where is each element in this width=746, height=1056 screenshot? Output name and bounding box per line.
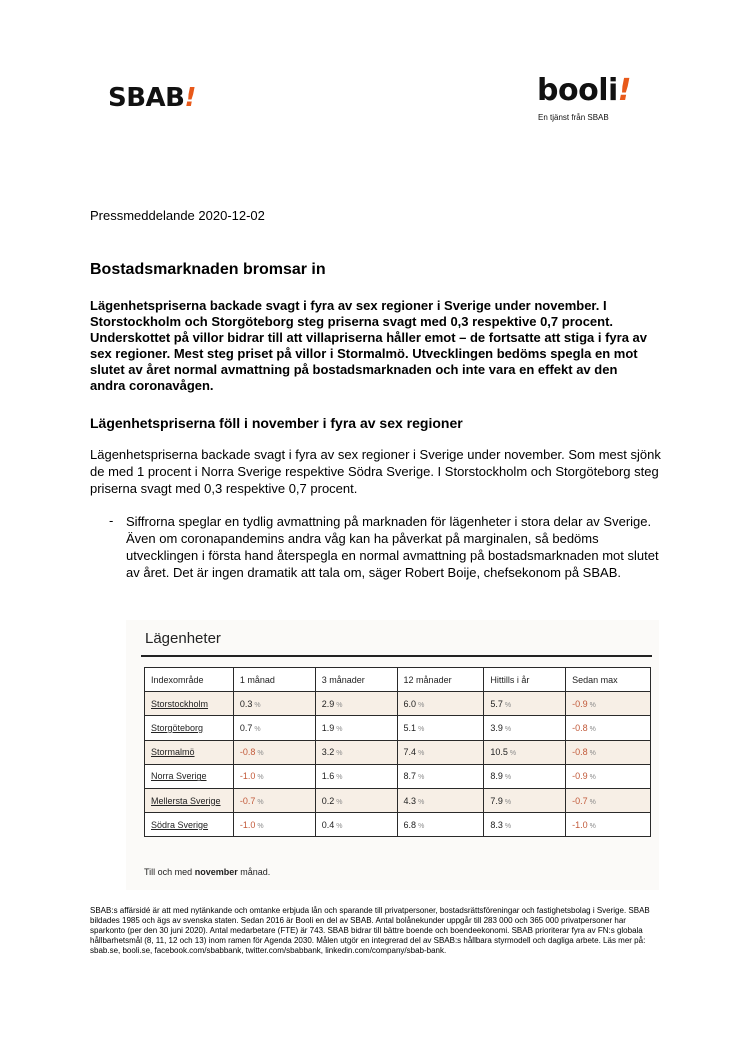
table-note xyxy=(144,867,270,877)
value-number: 7.9 xyxy=(490,795,503,806)
headline: Bostadsmarknaden bromsar in xyxy=(90,261,326,278)
header-cell: 1 månad xyxy=(233,668,315,692)
percent-sign: % xyxy=(509,750,517,758)
table-row xyxy=(145,764,651,788)
booli-logo xyxy=(537,73,631,108)
percent-sign: % xyxy=(418,822,425,830)
percent-sign: % xyxy=(336,774,343,782)
value-number: 1.9 xyxy=(321,722,335,733)
percent-sign: % xyxy=(418,750,425,758)
value-cell xyxy=(315,764,397,788)
value-number: 10.5 xyxy=(490,747,508,758)
booli-logo-mark: ! xyxy=(617,73,631,108)
quote-dash: - xyxy=(109,513,114,528)
header-cell: Hittills i år xyxy=(484,668,566,692)
value-number: 3.2 xyxy=(321,747,335,758)
value-number: 0.2 xyxy=(321,795,335,806)
table-row xyxy=(145,692,651,716)
quote: Siffrorna speglar en tydlig avmattning på marknaden för lägenheter i stora delar av Sverige. Även om coronapandemins andra våg kan ha påverkat på marginalen, så bedöms utvecklingen i första hand återspegla en normal avmattning på bostadsmarknaden mot slutet av året. Det är ingen dramatik att tala om, säger Robert Boije, chefsekonom på SBAB. xyxy=(126,514,659,580)
value-number: -1.0 xyxy=(239,771,256,782)
percent-sign: % xyxy=(336,725,343,733)
value-cell xyxy=(484,764,566,788)
value-number: -0.8 xyxy=(572,747,588,758)
value-number: 2.9 xyxy=(321,698,335,709)
sbab-logo-mark: ! xyxy=(184,83,196,113)
value-cell xyxy=(233,716,315,740)
table-row xyxy=(145,813,651,837)
value-cell xyxy=(233,788,315,812)
region-link[interactable]: Stormalmö xyxy=(151,747,195,758)
value-cell xyxy=(566,813,651,837)
value-cell xyxy=(315,740,397,764)
region-link[interactable]: Södra Sverige xyxy=(151,819,209,830)
percent-sign: % xyxy=(257,774,264,782)
header-cell: Sedan max xyxy=(566,668,651,692)
value-number: 5.7 xyxy=(490,698,503,709)
title-divider xyxy=(141,655,652,657)
percent-sign: % xyxy=(336,750,343,758)
body-paragraph: Lägenhetspriserna backade svagt i fyra av sex regioner i Sverige under november. Som mest sjönk de med 1 procent i Norra Sverige respektive Södra Sverige. I Storstockholm och Storgöteborg steg priserna svagt med 0,3 respektive 0,7 procent. xyxy=(90,447,661,496)
percent-sign: % xyxy=(257,798,264,806)
value-number: 4.3 xyxy=(403,795,417,806)
percent-sign: % xyxy=(336,701,343,709)
percent-sign: % xyxy=(589,798,596,806)
value-cell xyxy=(397,716,484,740)
region-cell[interactable] xyxy=(145,813,234,837)
value-cell xyxy=(397,813,484,837)
value-cell xyxy=(233,740,315,764)
table-header-row xyxy=(145,668,651,692)
percent-sign: % xyxy=(504,798,512,806)
value-cell xyxy=(566,692,651,716)
value-cell xyxy=(484,813,566,837)
percent-sign: % xyxy=(504,725,512,733)
value-cell xyxy=(484,788,566,812)
region-cell[interactable] xyxy=(145,716,234,740)
header-cell: 12 månader xyxy=(397,668,484,692)
price-table xyxy=(144,667,651,837)
percent-sign: % xyxy=(589,774,596,782)
value-number: -0.8 xyxy=(239,747,256,758)
note-suffix: månad. xyxy=(240,867,271,877)
value-number: 0.4 xyxy=(321,819,335,830)
note-prefix: Till och med xyxy=(144,867,193,877)
value-cell xyxy=(484,716,566,740)
percent-sign: % xyxy=(336,798,343,806)
region-link[interactable]: Mellersta Sverige xyxy=(151,795,221,806)
percent-sign: % xyxy=(418,725,425,733)
table-row xyxy=(145,716,651,740)
percent-sign: % xyxy=(504,701,512,709)
percent-sign: % xyxy=(589,701,596,709)
header-cell: Indexområde xyxy=(145,668,234,692)
percent-sign: % xyxy=(504,822,512,830)
value-number: 1.6 xyxy=(321,771,335,782)
press-release-date: Pressmeddelande 2020-12-02 xyxy=(90,208,265,223)
value-cell xyxy=(315,692,397,716)
header-cell: 3 månader xyxy=(315,668,397,692)
region-link[interactable]: Storstockholm xyxy=(151,698,209,709)
percent-sign: % xyxy=(589,750,596,758)
percent-sign: % xyxy=(254,725,261,733)
percent-sign: % xyxy=(257,822,264,830)
region-cell[interactable] xyxy=(145,764,234,788)
value-cell xyxy=(397,740,484,764)
value-cell xyxy=(315,788,397,812)
value-cell xyxy=(315,716,397,740)
sbab-logo-text: SBAB xyxy=(108,83,185,113)
percent-sign: % xyxy=(418,774,425,782)
value-number: 7.4 xyxy=(403,747,417,758)
value-cell xyxy=(315,813,397,837)
booli-tagline: En tjänst från SBAB xyxy=(538,113,609,122)
percent-sign: % xyxy=(589,725,596,733)
value-cell xyxy=(397,788,484,812)
percent-sign: % xyxy=(418,798,425,806)
table-row xyxy=(145,740,651,764)
ingress: Lägenhetspriserna backade svagt i fyra av sex regioner i Sverige under november. I Storstockholm och Storgöteborg steg priserna svagt med 0,3 respektive 0,7 procent. Underskottet på villor bidrar till att villapriserna håller emot – de fortsatte att stiga i fyra av sex regioner. Mest steg priset på villor i Stormalmö. Utvecklingen bedöms spegla en mot slutet av året normal avmattning på bostadsmarknaden och inte vara en effekt av den andra coronavågen. xyxy=(90,298,647,393)
value-number: 0.3 xyxy=(239,698,253,709)
percent-sign: % xyxy=(418,701,425,709)
value-number: -0.7 xyxy=(239,795,256,806)
percent-sign: % xyxy=(589,822,596,830)
value-cell xyxy=(484,692,566,716)
subheading: Lägenhetspriserna föll i november i fyra av sex regioner xyxy=(90,415,463,431)
value-cell xyxy=(397,692,484,716)
footer-boilerplate: SBAB:s affärsidé är att med nytänkande och omtanke erbjuda lån och sparande till privatpersoner, bostadsrättsföreningar och fastighetsbolag i Sverige. SBAB bildades 1985 och ägs av svenska staten. Sedan 2016 är Booli en del av SBAB. Antal bolånekunder uppgår till 283 000 och 365 000 privatpersoner har sparkonto (per den 30 juni 2020). Antal medarbetare (FTE) är 743. SBAB bidrar till bättre boende och boendeekonomi. SBAB prioriterar fyra av FN:s globala hållbarhetsmål (8, 11, 12 och 13) inom ramen för Agenda 2030. Målen utgör en integrerad del av SBAB:s hållbara styrmodell och dagliga arbete. Läs mer på: sbab.se, booli.se, facebook.com/sbabbank, twitter.com/sbabbank, linkedin.com/company/sbab-bank. xyxy=(90,906,650,955)
value-cell xyxy=(233,692,315,716)
value-cell xyxy=(484,740,566,764)
value-number: 3.9 xyxy=(490,722,503,733)
percent-sign: % xyxy=(254,701,261,709)
value-cell xyxy=(566,740,651,764)
value-cell xyxy=(566,788,651,812)
value-number: 6.0 xyxy=(403,698,417,709)
percent-sign: % xyxy=(257,750,264,758)
value-number: 6.8 xyxy=(403,819,417,830)
table-row xyxy=(145,788,651,812)
region-link[interactable]: Storgöteborg xyxy=(151,722,204,733)
note-month: november xyxy=(194,867,238,877)
booli-logo-text: booli xyxy=(537,73,618,108)
region-cell[interactable] xyxy=(145,692,234,716)
value-cell xyxy=(233,764,315,788)
value-number: 0.7 xyxy=(239,722,253,733)
region-link[interactable]: Norra Sverige xyxy=(151,771,207,782)
percent-sign: % xyxy=(336,822,343,830)
percent-sign: % xyxy=(504,774,512,782)
value-cell xyxy=(397,764,484,788)
value-cell xyxy=(566,716,651,740)
value-number: -1.0 xyxy=(239,819,256,830)
value-number: -0.9 xyxy=(572,698,588,709)
value-cell xyxy=(566,764,651,788)
region-cell[interactable] xyxy=(145,788,234,812)
region-cell[interactable] xyxy=(145,740,234,764)
value-cell xyxy=(233,813,315,837)
value-number: 8.7 xyxy=(403,771,417,782)
value-number: -0.9 xyxy=(572,771,588,782)
value-number: -0.8 xyxy=(572,722,588,733)
table-title: Lägenheter xyxy=(145,630,221,647)
sbab-logo xyxy=(108,83,196,113)
value-number: 8.9 xyxy=(490,771,503,782)
value-number: -0.7 xyxy=(572,795,588,806)
value-number: -1.0 xyxy=(572,819,588,830)
value-number: 8.3 xyxy=(490,819,503,830)
value-number: 5.1 xyxy=(403,722,417,733)
